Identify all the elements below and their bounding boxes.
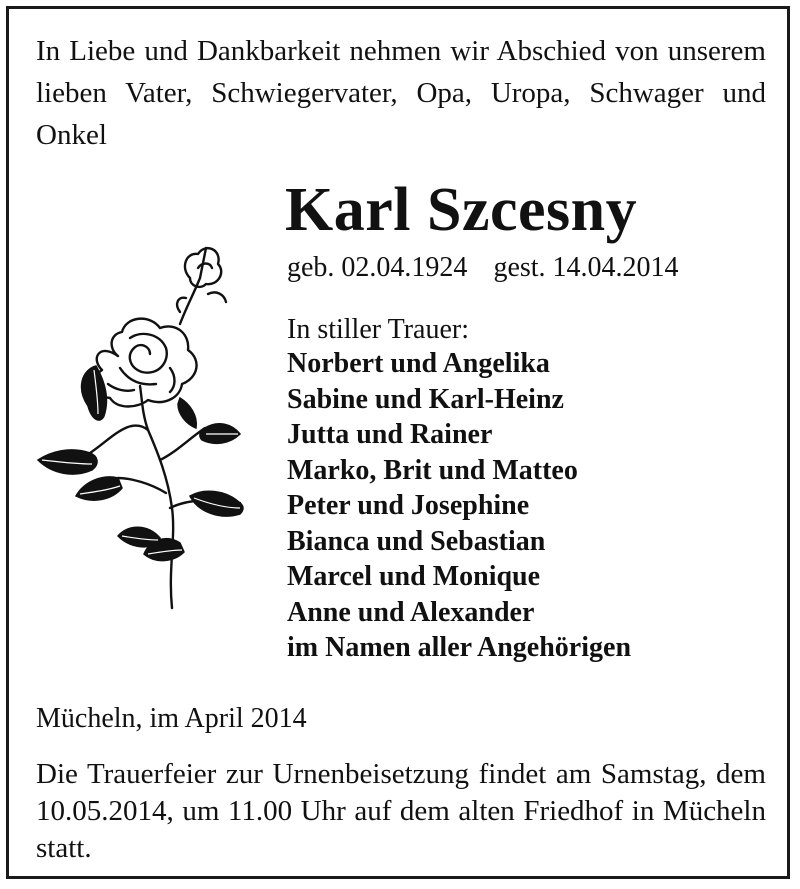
mourner-item: Bianca und Sebastian xyxy=(287,525,546,557)
mourner-item: Norbert und Angelika xyxy=(287,348,550,379)
mourner-item: Marko, Brit und Matteo xyxy=(287,454,578,486)
intro-text: In Liebe und Dankbarkeit nehmen wir Abschied von unserem lieben Vater, Schwiegervater, Opa, Uropa, Schwager und Onkel xyxy=(36,35,766,151)
birth-date: geb. 02.04.1924 xyxy=(287,252,468,283)
mourner-item: Marcel und Monique xyxy=(287,561,541,592)
life-dates xyxy=(287,248,679,288)
mourner-item: Sabine und Karl-Heinz xyxy=(287,383,564,415)
mourner-item: Anne und Alexander xyxy=(287,596,535,628)
mourner-item: Peter und Josephine xyxy=(287,490,530,521)
mourners-list xyxy=(287,346,631,666)
death-date: gest. 14.04.2014 xyxy=(493,252,679,283)
mourner-item: im Namen aller Angehörigen xyxy=(287,632,632,663)
ceremony-notice: Die Trauerfeier zur Urnenbeisetzung findet am Samstag, dem 10.05.2014, um 11.00 Uhr auf dem alten Friedhof in Mücheln statt. xyxy=(36,758,766,864)
deceased-name: Karl Szcesny xyxy=(285,176,638,244)
place-date: Mücheln, im April 2014 xyxy=(36,703,307,734)
mourning-label: In stiller Trauer: xyxy=(287,314,469,345)
rose-icon xyxy=(30,238,262,620)
mourner-item: Jutta und Rainer xyxy=(287,419,493,450)
